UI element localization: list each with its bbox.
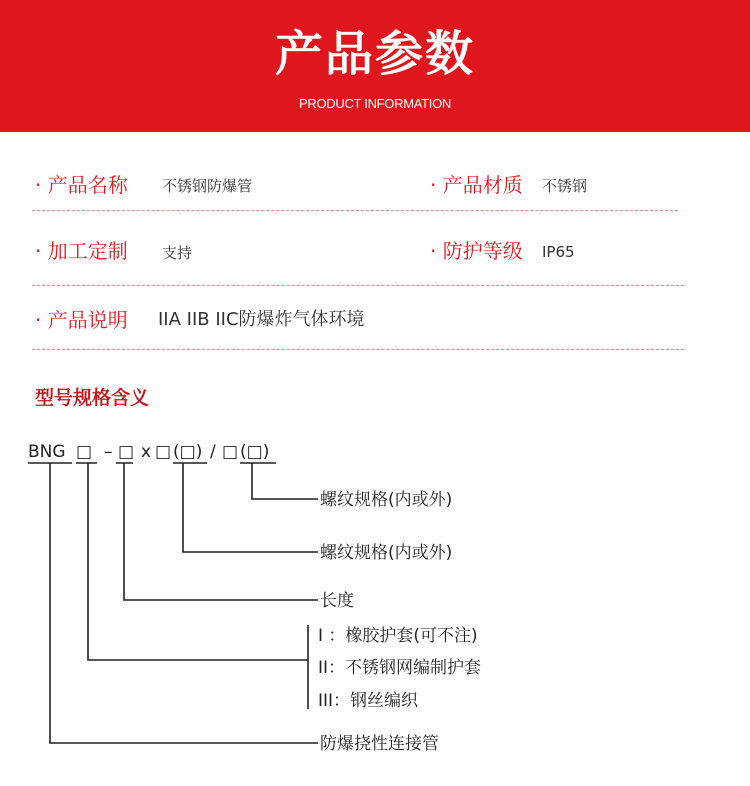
code-prefix: BNG [28, 442, 66, 462]
param-value-material: 不锈钢 [542, 177, 588, 195]
callout-sheath-3: III：钢丝编织 [318, 691, 419, 711]
code-box-4: □ [222, 442, 239, 462]
code-times: x [141, 442, 152, 462]
param-value-description: IIA IIB IIC防爆炸气体环境 [158, 309, 365, 330]
param-value-name: 不锈钢防爆管 [162, 177, 253, 195]
param-label-custom: · 加工定制 [35, 239, 128, 263]
param-label-description: · 产品说明 [35, 308, 128, 332]
callout-sheath-1: I ：橡胶护套(可不注) [318, 626, 478, 646]
code-box-1: □ [76, 442, 93, 462]
param-label-protection: · 防护等级 [430, 239, 523, 263]
code-box-2: □ [118, 442, 135, 462]
param-value-custom: 支持 [162, 244, 193, 262]
section-title: 型号规格含义 [35, 387, 150, 409]
callout-thread-outer: 螺纹规格(内或外) [320, 490, 453, 510]
code-paren-3: (□) [173, 442, 203, 462]
param-label-name: · 产品名称 [35, 173, 128, 197]
page-subtitle: PRODUCT INFORMATION [299, 96, 451, 111]
callout-hose: 防爆挠性连接管 [320, 734, 439, 754]
callout-length: 长度 [320, 591, 354, 611]
callout-thread-inner: 螺纹规格(内或外) [320, 543, 453, 563]
callout-sheath-2: II：不锈钢网编制护套 [318, 658, 482, 678]
code-dash: – [104, 442, 113, 462]
code-paren-4: (□) [240, 442, 270, 462]
code-box-3: □ [155, 442, 172, 462]
param-label-material: · 产品材质 [430, 173, 523, 197]
param-value-protection: IP65 [542, 243, 575, 261]
connector-lines [28, 463, 318, 743]
page-title: 产品参数 [274, 26, 475, 82]
code-slash: / [210, 442, 216, 462]
